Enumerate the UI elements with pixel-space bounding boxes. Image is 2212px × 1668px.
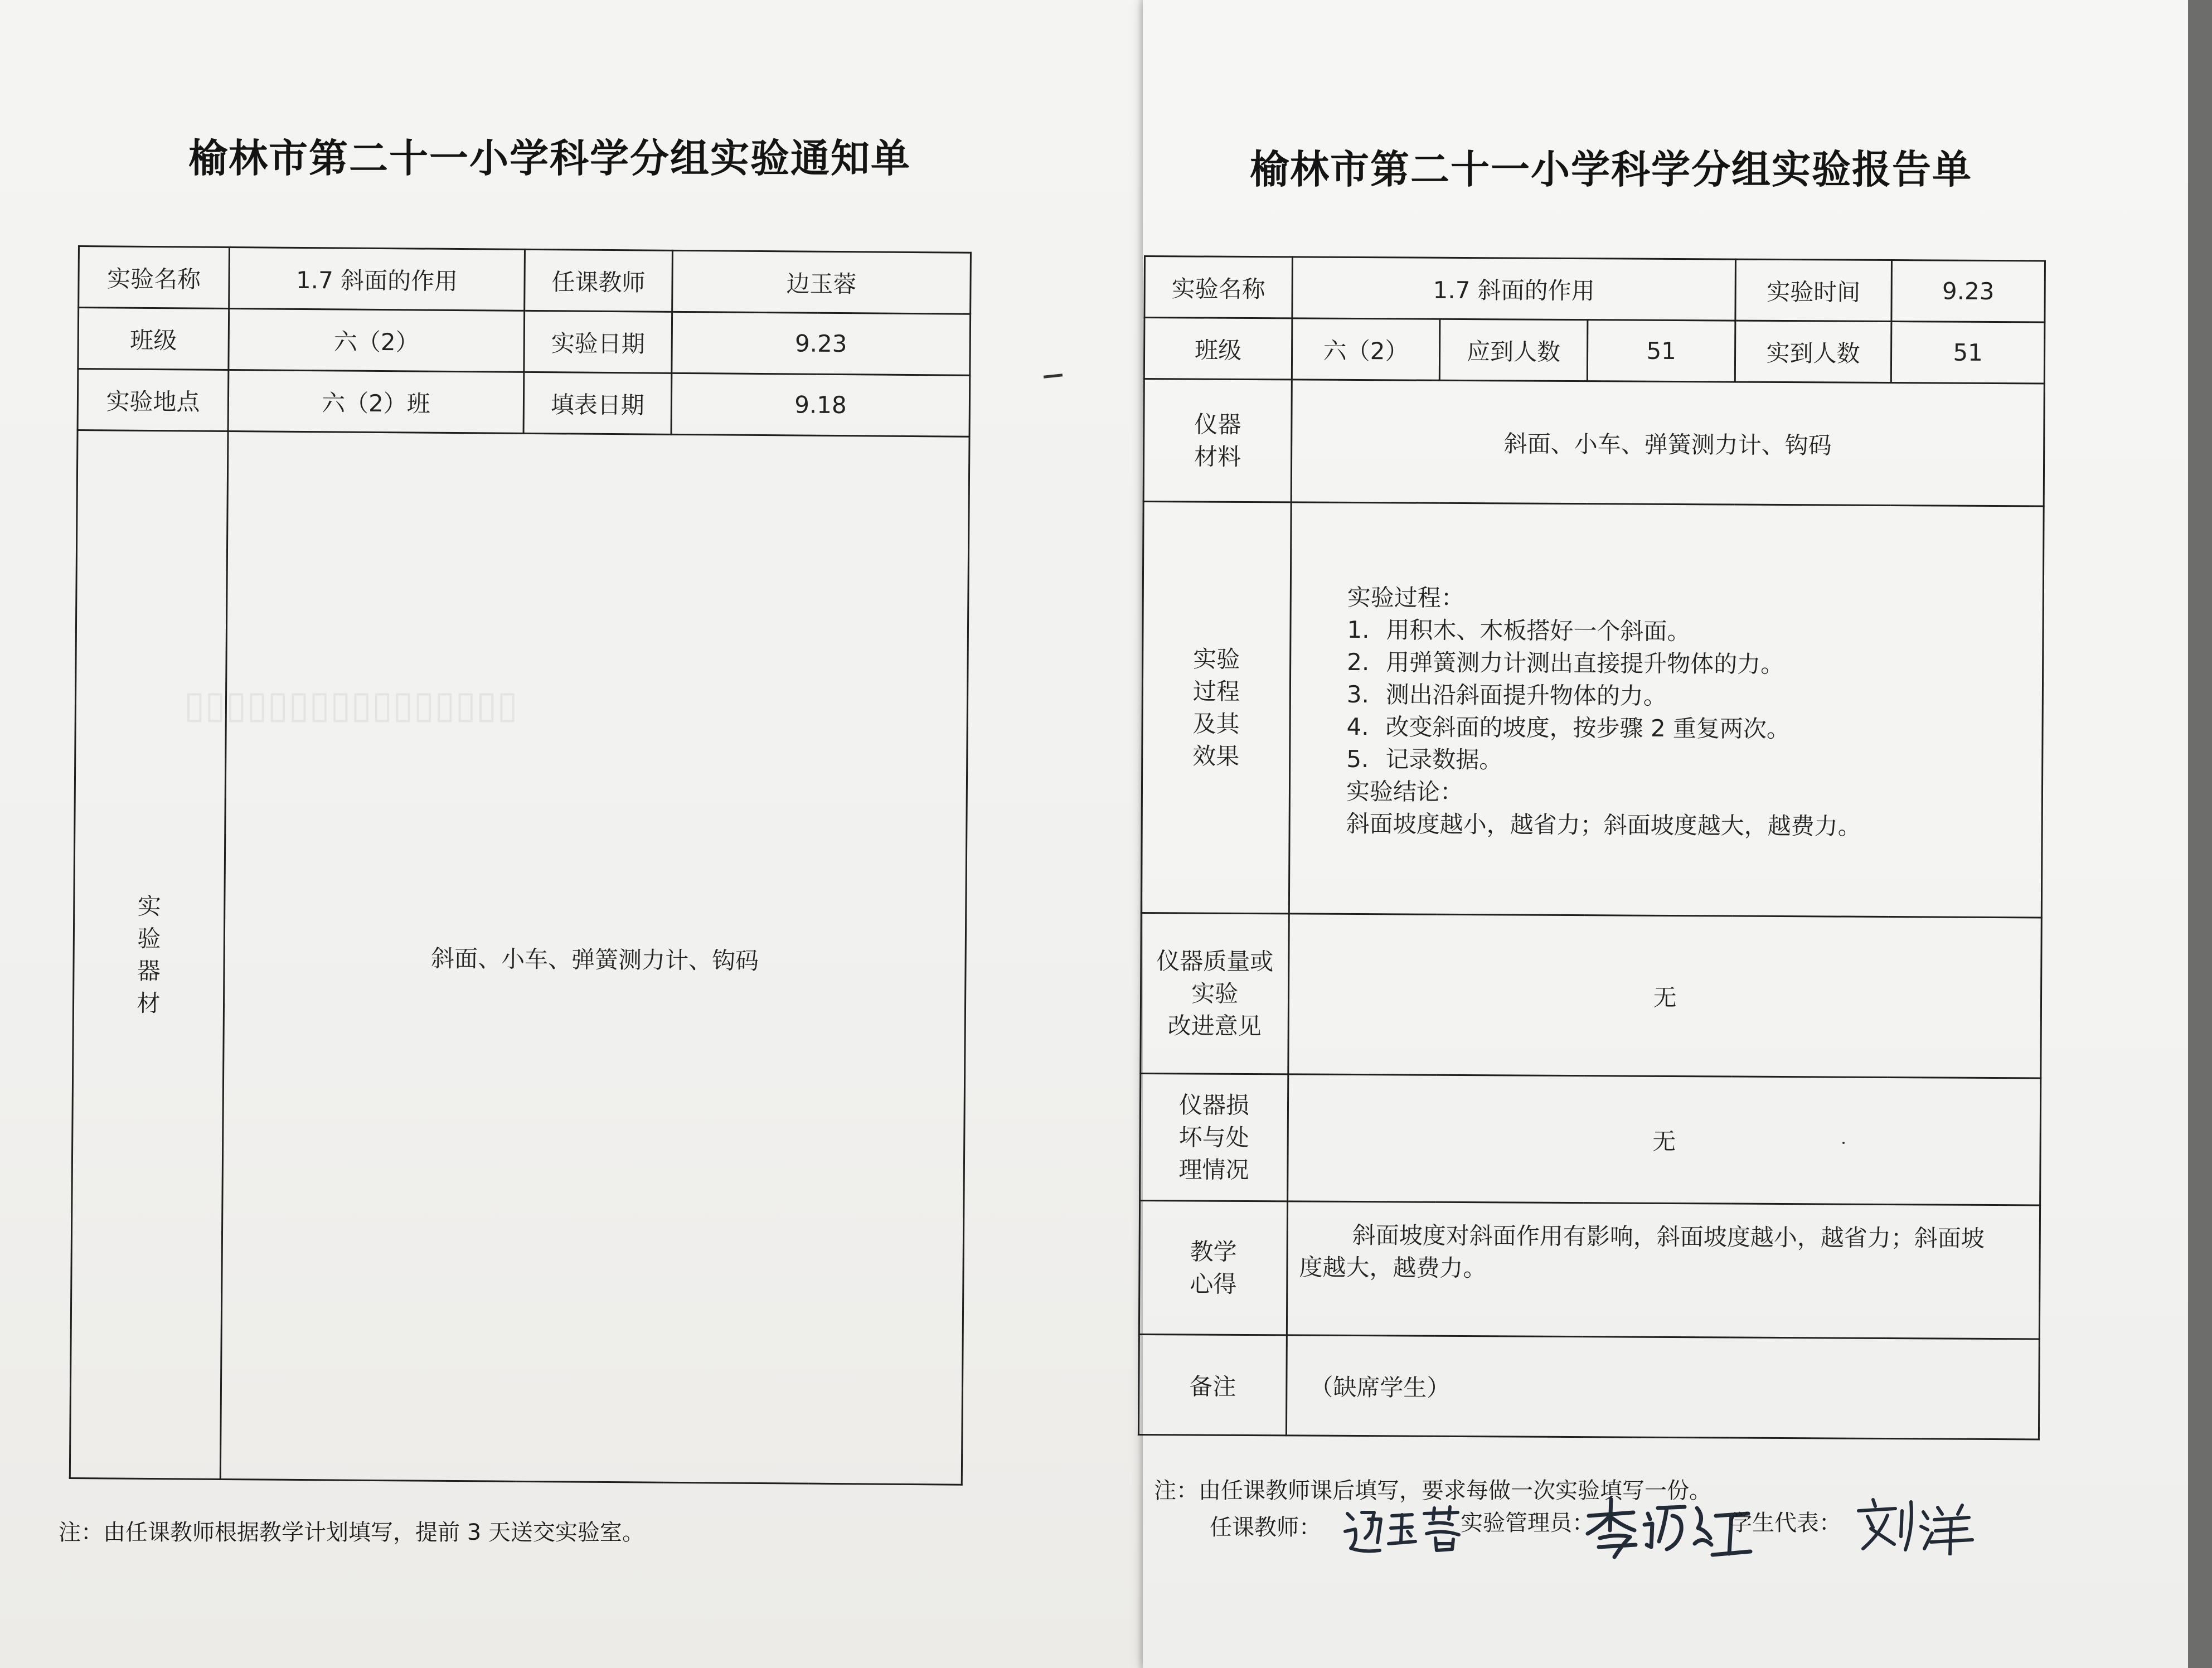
r-value-materials: 斜面、小车、弹簧测力计、钩码 [1291,380,2044,506]
process-step [1347,614,2025,649]
process-steps [1346,614,2026,779]
value-class: 六（2） [229,308,525,372]
label-equipment [70,430,228,1480]
report-footnote: 注：由任课教师课后填写，要求每做一次实验填写一份。 [1154,1478,1711,1504]
r-value-remarks: （缺席学生） [1286,1335,2039,1439]
process-step [1346,711,2025,746]
notice-title: 榆林市第二十一小学科学分组实验通知单 [188,135,911,181]
notice-row-name [79,246,971,314]
conclusion-text: 斜面坡度越小，越省力；斜面坡度越大，越费力。 [1346,809,1861,840]
r-value-actual-count: 51 [1891,322,2045,384]
report-row-remarks [1138,1334,2039,1439]
label-class: 班级 [78,308,229,370]
student-signature [1851,1494,1979,1555]
r-label-remarks: 备注 [1138,1334,1287,1435]
r-label-process-text: 实验 过程 及其 效果 [1192,644,1240,770]
label-teacher: 任课教师 [525,249,673,312]
report-title: 榆林市第二十一小学科学分组实验报告单 [1250,147,1972,192]
r-label-teaching-text: 教学 心得 [1190,1237,1237,1298]
process-heading: 实验过程： [1347,583,1464,612]
r-label-quality-text: 仪器质量或 实验 改进意见 [1156,947,1274,1040]
notice-table [69,245,972,1486]
paper-speck [1044,374,1063,379]
r-value-damage: 无 [1288,1074,2041,1205]
admin-sign-label: 实验管理员： [1461,1510,1594,1536]
r-value-quality: 无 [1288,914,2042,1078]
bleed-through-text: ▯▯▯▯▯▯▯▯▯▯▯▯▯▯▯▯ [184,683,518,727]
process-step-number: 2. [1347,648,1370,676]
process-step-number: 3. [1346,680,1370,709]
process-step-number: 5. [1346,745,1369,773]
teacher-sign-label: 任课教师： [1210,1515,1321,1540]
r-label-damage-text: 仪器损 坏与处 理情况 [1178,1090,1250,1184]
value-fill-date: 9.18 [671,373,970,437]
label-location: 实验地点 [77,369,229,431]
process-step-text: 测出沿斜面提升物体的力。 [1385,681,1667,710]
paper-speck [1842,1142,1845,1144]
r-label-teaching [1139,1200,1287,1335]
r-label-materials-text: 仪器 材料 [1194,410,1241,471]
teaching-line-1: 斜面坡度对斜面作用有影响，斜面坡度越小，越省力；斜面坡 [1352,1221,1985,1252]
conclusion-heading: 实验结论： [1346,777,1464,806]
r-value-class: 六（2） [1292,318,1440,380]
r-label-materials [1143,379,1292,502]
teaching-line-2: 度越大，越费力。 [1299,1253,1487,1282]
report-row-process [1141,502,2044,918]
report-row-materials [1143,379,2044,506]
process-step [1346,743,2025,779]
report-row-teaching [1139,1200,2040,1339]
r-label-experiment-time: 实验时间 [1735,259,1892,321]
label-fill-date: 填表日期 [523,372,672,434]
label-experiment-date: 实验日期 [524,311,672,373]
r-label-process [1141,502,1291,914]
notice-footnote: 注：由任课教师根据教学计划填写，提前 3 天送交实验室。 [59,1520,644,1545]
process-step-text: 记录数据。 [1385,745,1503,774]
background-edge [2188,0,2212,1668]
r-value-process [1289,502,2044,918]
r-label-damage [1140,1073,1288,1201]
r-value-experiment-time: 9.23 [1891,260,2045,322]
notice-row-equipment [70,430,969,1485]
label-equipment-text: 实 验 器 材 [137,892,161,1017]
r-value-expected-count: 51 [1587,320,1735,382]
student-sign-label: 学生代表： [1730,1510,1841,1536]
r-label-actual-count: 实到人数 [1735,321,1891,382]
value-location: 六（2）班 [228,370,524,433]
r-label-expected-count: 应到人数 [1439,319,1588,381]
report-row-name [1144,256,2045,322]
process-step-text: 用弹簧测力计测出直接提升物体的力。 [1386,648,1784,678]
r-value-teaching [1287,1201,2040,1339]
value-experiment-date: 9.23 [672,312,971,375]
r-label-experiment-name: 实验名称 [1144,256,1293,318]
process-step-text: 改变斜面的坡度，按步骤 2 重复两次。 [1385,713,1791,743]
process-step [1347,646,2025,682]
report-row-quality [1141,913,2042,1078]
value-equipment: 斜面、小车、弹簧测力计、钩码 [220,431,969,1485]
process-step-number: 1. [1347,615,1370,644]
process-step-text: 用积木、木板搭好一个斜面。 [1386,616,1691,646]
report-sheet [1143,0,2202,1668]
r-label-quality [1141,913,1289,1074]
report-table [1138,255,2046,1440]
notice-row-class [78,308,971,376]
report-row-damage [1140,1073,2041,1205]
value-experiment-name: 1.7 斜面的作用 [229,247,525,311]
process-step [1347,678,2025,714]
label-experiment-name: 实验名称 [79,246,230,309]
r-label-class: 班级 [1144,318,1292,380]
r-value-experiment-name: 1.7 斜面的作用 [1292,257,1736,321]
process-step-number: 4. [1346,712,1369,741]
report-row-class [1144,318,2045,384]
value-teacher: 边玉蓉 [672,250,971,314]
notice-row-location [77,369,970,437]
